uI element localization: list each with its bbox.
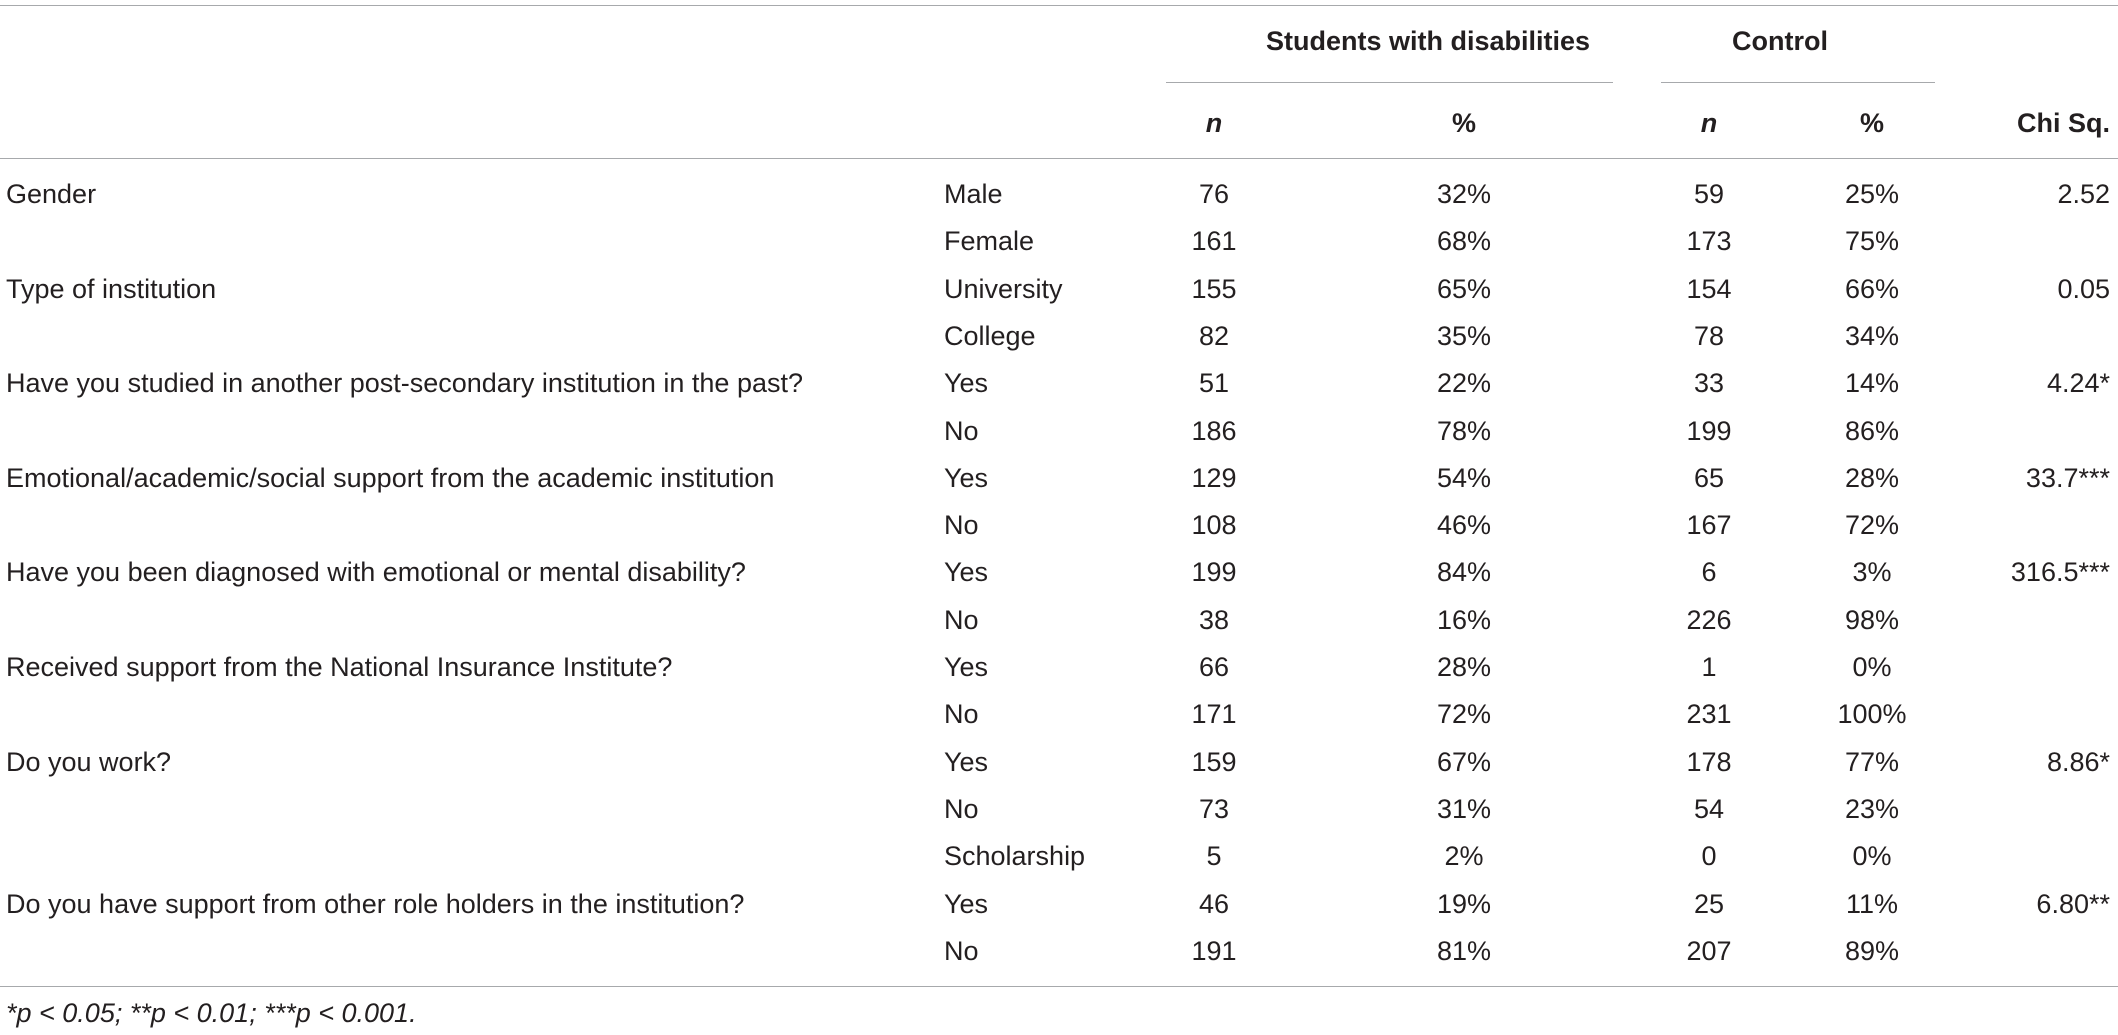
group1-underline bbox=[1166, 82, 1613, 83]
row-n-group2: 154 bbox=[1686, 274, 1732, 304]
row-pct-group1: 31% bbox=[1436, 794, 1492, 824]
row-n-group1: 186 bbox=[1191, 416, 1237, 446]
row-pct-group2: 98% bbox=[1844, 605, 1900, 635]
header-pct-group1: % bbox=[1451, 108, 1477, 138]
row-n-group2: 33 bbox=[1693, 368, 1725, 398]
row-pct-group2: 34% bbox=[1844, 321, 1900, 351]
header-chi-sq: Chi Sq. bbox=[2017, 108, 2110, 138]
row-pct-group1: 22% bbox=[1436, 368, 1492, 398]
header-n-group2: n bbox=[1700, 108, 1718, 138]
row-category: Scholarship bbox=[944, 841, 1086, 871]
row-pct-group2: 23% bbox=[1844, 794, 1900, 824]
row-pct-group1: 81% bbox=[1436, 936, 1492, 966]
row-pct-group1: 68% bbox=[1436, 226, 1492, 256]
row-category: Male bbox=[944, 179, 1003, 209]
row-pct-group1: 32% bbox=[1436, 179, 1492, 209]
row-n-group1: 171 bbox=[1191, 699, 1237, 729]
row-n-group2: 231 bbox=[1686, 699, 1732, 729]
row-pct-group2: 86% bbox=[1844, 416, 1900, 446]
row-n-group2: 207 bbox=[1686, 936, 1732, 966]
row-n-group1: 108 bbox=[1191, 510, 1237, 540]
row-pct-group2: 77% bbox=[1844, 747, 1900, 777]
row-n-group2: 167 bbox=[1686, 510, 1732, 540]
row-n-group1: 5 bbox=[1206, 841, 1222, 871]
row-category: No bbox=[944, 699, 979, 729]
row-pct-group1: 65% bbox=[1436, 274, 1492, 304]
row-n-group1: 66 bbox=[1198, 652, 1230, 682]
header-n-group1: n bbox=[1205, 108, 1223, 138]
row-n-group1: 82 bbox=[1198, 321, 1230, 351]
row-pct-group2: 89% bbox=[1844, 936, 1900, 966]
row-variable: Have you studied in another post-secondary institution in the past? bbox=[6, 368, 803, 398]
table-footnote: *p < 0.05; **p < 0.01; ***p < 0.001. bbox=[6, 998, 417, 1028]
row-category: No bbox=[944, 936, 979, 966]
row-n-group1: 51 bbox=[1198, 368, 1230, 398]
row-pct-group2: 72% bbox=[1844, 510, 1900, 540]
row-category: No bbox=[944, 605, 979, 635]
row-pct-group2: 11% bbox=[1845, 889, 1899, 919]
row-chi-sq: 2.52 bbox=[2057, 179, 2110, 209]
header-bottom-rule bbox=[0, 158, 2118, 159]
row-pct-group1: 16% bbox=[1436, 605, 1492, 635]
row-pct-group2: 0% bbox=[1852, 841, 1892, 871]
row-chi-sq: 316.5*** bbox=[2010, 557, 2110, 587]
row-n-group1: 159 bbox=[1191, 747, 1237, 777]
row-pct-group2: 3% bbox=[1852, 557, 1892, 587]
row-category: Female bbox=[944, 226, 1035, 256]
row-pct-group1: 19% bbox=[1436, 889, 1492, 919]
row-n-group2: 173 bbox=[1686, 226, 1732, 256]
row-n-group2: 1 bbox=[1701, 652, 1717, 682]
row-pct-group2: 14% bbox=[1844, 368, 1900, 398]
row-pct-group1: 46% bbox=[1436, 510, 1492, 540]
row-n-group2: 25 bbox=[1693, 889, 1725, 919]
row-n-group1: 199 bbox=[1191, 557, 1237, 587]
row-n-group1: 161 bbox=[1191, 226, 1237, 256]
row-n-group2: 78 bbox=[1693, 321, 1725, 351]
row-category: No bbox=[944, 416, 979, 446]
table-bottom-rule bbox=[0, 986, 2118, 987]
row-pct-group2: 100% bbox=[1837, 699, 1907, 729]
row-n-group2: 65 bbox=[1693, 463, 1725, 493]
row-pct-group1: 35% bbox=[1436, 321, 1492, 351]
table-top-rule bbox=[0, 5, 2118, 6]
row-chi-sq: 33.7*** bbox=[2025, 463, 2110, 493]
header-pct-group2: % bbox=[1859, 108, 1885, 138]
row-n-group1: 76 bbox=[1198, 179, 1230, 209]
row-n-group1: 191 bbox=[1191, 936, 1237, 966]
row-n-group2: 6 bbox=[1701, 557, 1717, 587]
row-n-group2: 178 bbox=[1686, 747, 1732, 777]
row-variable: Type of institution bbox=[6, 274, 217, 304]
row-category: Yes bbox=[944, 557, 989, 587]
row-n-group1: 155 bbox=[1191, 274, 1237, 304]
row-pct-group1: 67% bbox=[1436, 747, 1492, 777]
row-n-group1: 73 bbox=[1198, 794, 1230, 824]
header-control: Control bbox=[1732, 26, 1828, 56]
row-pct-group1: 54% bbox=[1436, 463, 1492, 493]
row-chi-sq: 4.24* bbox=[2046, 368, 2110, 398]
row-pct-group2: 0% bbox=[1852, 652, 1892, 682]
group2-underline bbox=[1661, 82, 1935, 83]
row-pct-group1: 84% bbox=[1436, 557, 1492, 587]
row-variable: Do you work? bbox=[6, 747, 172, 777]
row-pct-group2: 66% bbox=[1844, 274, 1900, 304]
row-n-group2: 0 bbox=[1701, 841, 1717, 871]
row-chi-sq: 6.80** bbox=[2036, 889, 2110, 919]
row-variable: Received support from the National Insurance Institute? bbox=[6, 652, 673, 682]
row-n-group2: 226 bbox=[1686, 605, 1732, 635]
row-variable: Emotional/academic/social support from the academic institution bbox=[6, 463, 775, 493]
row-category: Yes bbox=[944, 652, 989, 682]
row-n-group1: 129 bbox=[1191, 463, 1237, 493]
row-n-group2: 59 bbox=[1693, 179, 1725, 209]
row-category: Yes bbox=[944, 747, 989, 777]
row-variable: Do you have support from other role holders in the institution? bbox=[6, 889, 745, 919]
row-pct-group2: 25% bbox=[1844, 179, 1900, 209]
row-chi-sq: 0.05 bbox=[2057, 274, 2110, 304]
row-category: University bbox=[944, 274, 1063, 304]
row-category: No bbox=[944, 794, 979, 824]
row-category: Yes bbox=[944, 463, 989, 493]
row-chi-sq: 8.86* bbox=[2046, 747, 2110, 777]
row-pct-group1: 78% bbox=[1436, 416, 1492, 446]
row-category: Yes bbox=[944, 889, 989, 919]
row-pct-group1: 2% bbox=[1444, 841, 1484, 871]
row-pct-group1: 28% bbox=[1436, 652, 1492, 682]
row-category: Yes bbox=[944, 368, 989, 398]
row-n-group1: 46 bbox=[1198, 889, 1230, 919]
row-n-group2: 54 bbox=[1693, 794, 1725, 824]
row-n-group1: 38 bbox=[1198, 605, 1230, 635]
row-variable: Gender bbox=[6, 179, 97, 209]
row-variable: Have you been diagnosed with emotional or mental disability? bbox=[6, 557, 746, 587]
row-pct-group1: 72% bbox=[1436, 699, 1492, 729]
header-students-with-disabilities: Students with disabilities bbox=[1265, 26, 1591, 56]
row-category: No bbox=[944, 510, 979, 540]
row-n-group2: 199 bbox=[1686, 416, 1732, 446]
row-category: College bbox=[944, 321, 1036, 351]
row-pct-group2: 75% bbox=[1844, 226, 1900, 256]
row-pct-group2: 28% bbox=[1844, 463, 1900, 493]
